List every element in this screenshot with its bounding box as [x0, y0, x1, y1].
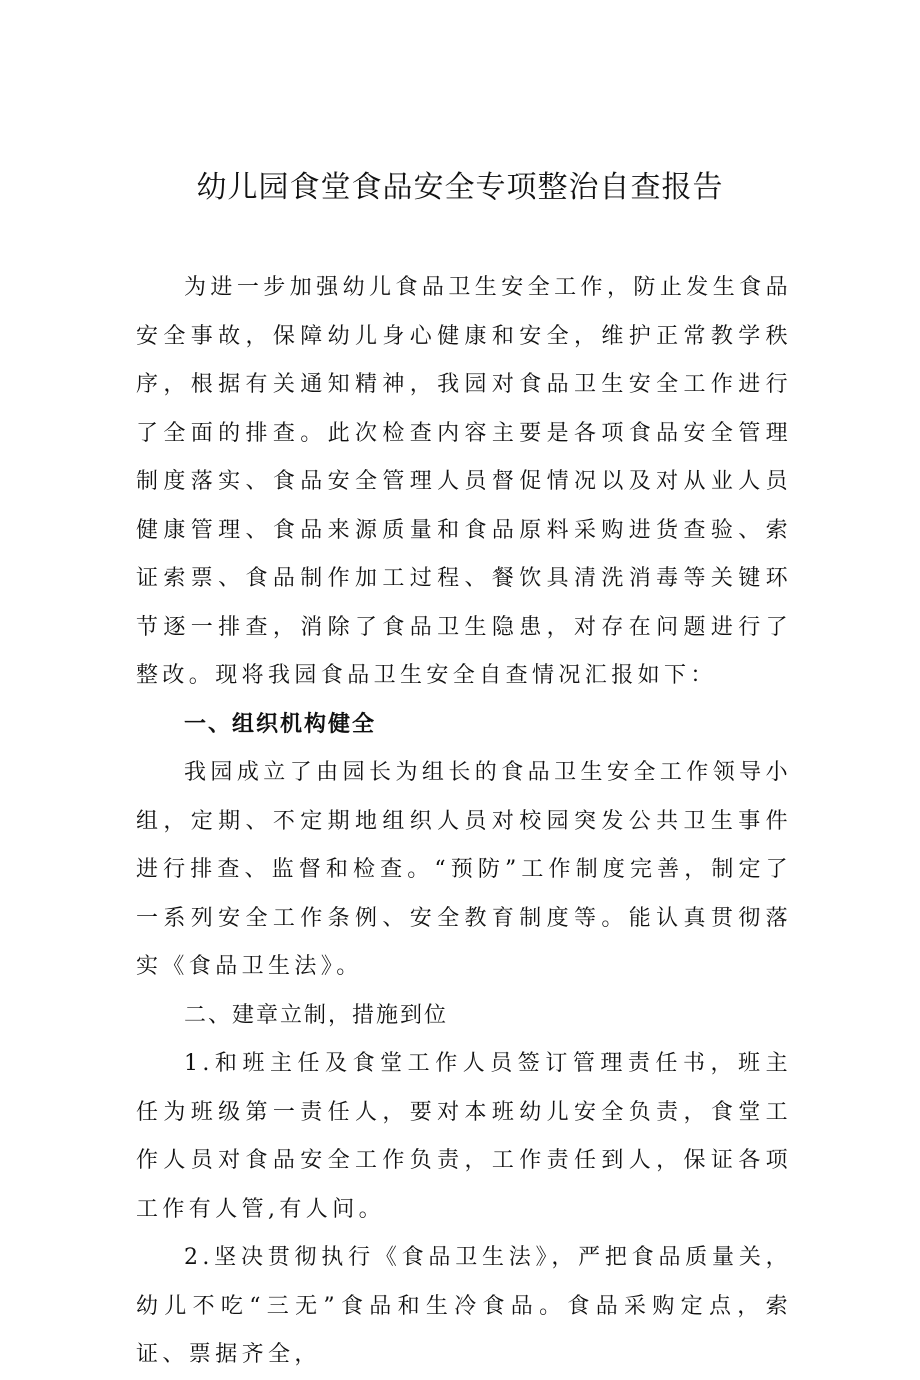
section-heading-rules: 二、建章立制，措施到位 [184, 1002, 449, 1028]
document-body [136, 264, 792, 1380]
document-title: 幼儿园食堂食品安全专项整治自查报告 [196, 170, 724, 205]
section-heading-organization: 一、组织机构健全 [184, 711, 377, 737]
intro-paragraph: 为进一步加强幼儿食品卫生安全工作，防止发生食品安全事故，保障幼儿身心健康和安全，维护正常教学秩序，根据有关通知精神，我园对食品卫生安全工作进行了全面的排查。此次检查内容主要是各项食品安全管理制度落实、食品安全管理人员督促情况以及对从业人员健康管理、食品来源质量和食品原料采购进货查验、索证索票、食品制作加工过程、餐饮具清洗消毒等关键环节逐一排查，消除了食品卫生隐患，对存在问题进行了整改。现将我园食品卫生安全自查情况汇报如下： [136, 275, 792, 688]
rules-item-2: 2.坚决贯彻执行《食品卫生法》，严把食品质量关，幼儿不吃“三无”食品和生冷食品。食品采购定点，索证、票据齐全， [136, 1245, 792, 1367]
rules-item-1: 1.和班主任及食堂工作人员签订管理责任书，班主任为班级第一责任人，要对本班幼儿安全负责，食堂工作人员对食品安全工作负责，工作责任到人，保证各项工作有人管,有人问。 [136, 1051, 792, 1222]
organization-paragraph: 我园成立了由园长为组长的食品卫生安全工作领导小组，定期、不定期地组织人员对校园突发公共卫生事件进行排查、监督和检查。“预防”工作制度完善，制定了一系列安全工作条例、安全教育制度等。能认真贯彻落实《食品卫生法》。 [136, 760, 792, 979]
